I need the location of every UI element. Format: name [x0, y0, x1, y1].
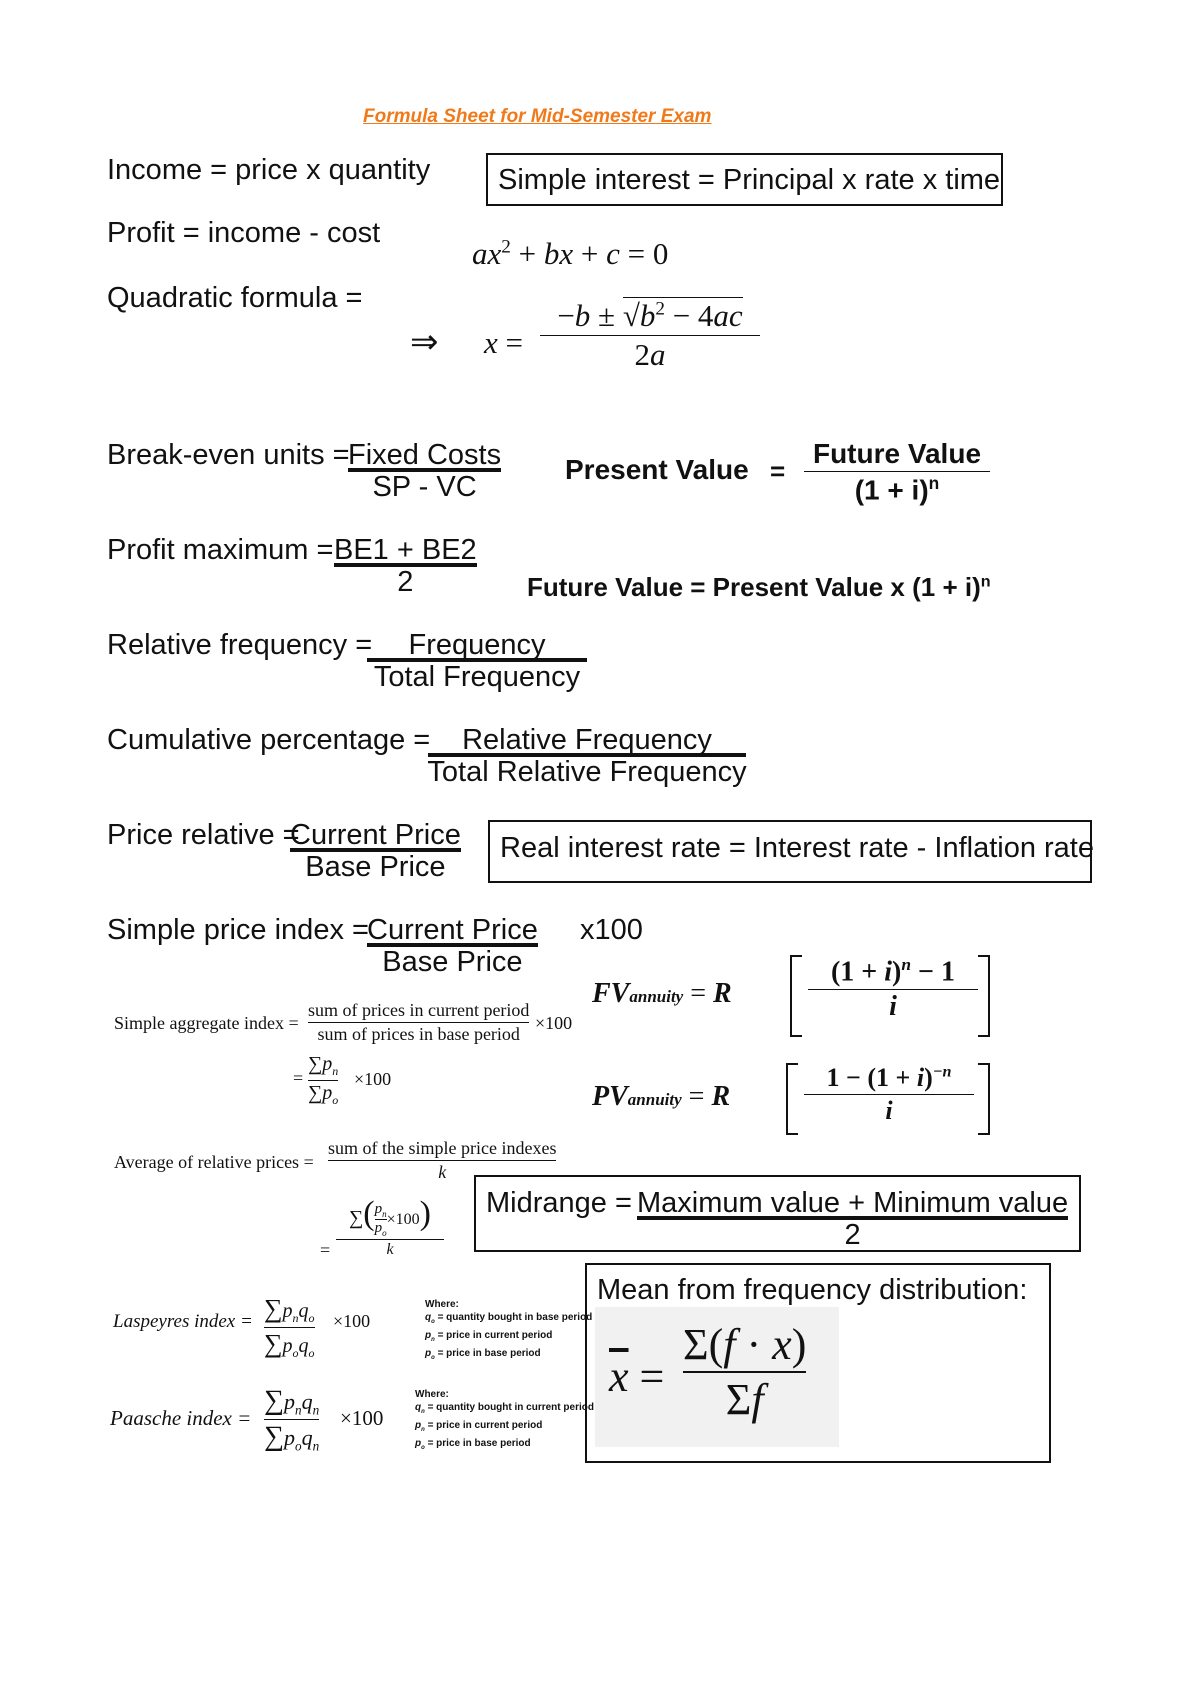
pv-annuity-label: PVannuity = R: [592, 1081, 731, 1112]
mean-label: Mean from frequency distribution:: [597, 1274, 1028, 1306]
quadratic-equation: $ax^2$ + bx + c = 0: [472, 236, 669, 271]
paasche-label: Paasche index =: [110, 1406, 252, 1430]
present-value-fraction: Future Value $(1 + i)^n$: [804, 438, 990, 506]
break-even-fraction: [348, 438, 501, 504]
laspeyres-fraction: $\sum p_nq_o$ $\sum p_oq_o$: [264, 1294, 315, 1360]
simple-interest-formula: Simple interest = Principal x rate x time: [498, 164, 1001, 196]
paasche-times: ×100: [340, 1406, 384, 1430]
future-value-formula: Future Value = Present Value x $(1 + i)^n$: [527, 572, 991, 602]
present-value-numerator: Future Value: [812, 438, 982, 469]
midrange-box: [474, 1175, 1081, 1252]
fv-annuity-label: FVannuity = R: [592, 978, 732, 1009]
profit-formula: Profit = income - cost: [107, 217, 381, 249]
midrange-label: Midrange =: [486, 1187, 632, 1219]
mean-formula-image: [595, 1307, 839, 1447]
simple-aggregate-numerator: sum of prices in current period: [308, 1000, 530, 1020]
present-value-label: Present Value: [565, 454, 749, 485]
pv-left-bracket: [786, 1063, 798, 1135]
break-even-label: Break-even units =: [107, 439, 350, 471]
quadratic-x-label: x =: [484, 325, 523, 360]
break-even-numerator: Fixed Costs: [348, 439, 502, 471]
average-sum-equals: =: [320, 1240, 331, 1260]
pv-annuity-fraction: $1 - (1 + i)^{-n}$ i: [804, 1063, 974, 1126]
simple-aggregate-fraction: [308, 1000, 529, 1045]
present-value-denominator: (1 + i): [854, 474, 929, 506]
present-value-equals: =: [770, 456, 786, 486]
fv-right-bracket: [978, 955, 990, 1037]
simple-price-index-label: Simple price index =: [107, 914, 369, 946]
income-formula: Income = price x quantity: [107, 154, 431, 186]
laspeyres-times: ×100: [333, 1311, 371, 1331]
relative-frequency-numerator: Frequency: [408, 629, 546, 661]
cumulative-percentage-fraction: [428, 723, 746, 789]
midrange-denominator: 2: [844, 1219, 861, 1251]
fv-left-bracket: [790, 955, 802, 1037]
paasche-fraction: $\sum p_nq_n$ $\sum p_oq_n$: [264, 1385, 320, 1454]
implies-arrow-icon: ⇒: [410, 323, 439, 361]
midrange-fraction: [637, 1186, 1068, 1252]
relative-frequency-label: Relative frequency =: [107, 629, 373, 661]
profit-max-numerator: BE1 + BE2: [334, 534, 477, 566]
sum-ratio-equals: =: [293, 1068, 304, 1088]
relative-frequency-denominator: Total Frequency: [373, 661, 581, 693]
real-interest-formula: Real interest rate = Interest rate - Inflation rate: [500, 832, 1094, 864]
profit-max-denominator: 2: [397, 566, 414, 598]
simple-interest-box: [486, 153, 1003, 206]
simple-price-index-fraction: [367, 913, 538, 979]
pv-right-bracket: [978, 1063, 990, 1135]
quadratic-label: Quadratic formula =: [107, 282, 363, 314]
fv-annuity-fraction: $(1 + i)^n - 1$ i: [808, 955, 978, 1023]
laspeyres-where: Where: $q_o$ = quantity bought in base period $p_n$ = price in current period $p_o$ = price in base period: [425, 1299, 593, 1361]
average-relative-denominator: k: [438, 1162, 447, 1182]
mean-fraction: Σ(f · x) Σf: [683, 1320, 807, 1424]
simple-aggregate-denominator: sum of prices in base period: [317, 1024, 520, 1044]
break-even-denominator: SP - VC: [372, 471, 477, 503]
relative-frequency-fraction: [367, 628, 587, 694]
simple-aggregate-label: Simple aggregate index =: [114, 1013, 299, 1033]
simple-price-index-times: x100: [580, 914, 643, 946]
average-sum-fraction: ∑( $\frac{p_n}{p_o}$ ×100) k: [336, 1195, 444, 1259]
midrange-numerator: Maximum value + Minimum value: [637, 1187, 1069, 1219]
simple-price-index-denominator: Base Price: [382, 946, 523, 978]
average-relative-numerator: sum of the simple price indexes: [328, 1138, 557, 1158]
real-interest-box: [488, 820, 1092, 883]
average-relative-label: Average of relative prices =: [114, 1152, 314, 1172]
profit-max-fraction: [334, 533, 477, 599]
quadratic-solution: $-b \pm √b^2 - 4ac$ 2a: [540, 298, 760, 373]
mean-box: [585, 1263, 1051, 1463]
sum-ratio-times: ×100: [354, 1069, 392, 1089]
price-relative-numerator: Current Price: [290, 819, 461, 851]
page-title: Formula Sheet for Mid-Semester Exam: [363, 106, 712, 127]
sum-ratio-fraction: $\sum p_n$ $\sum p_o$: [308, 1053, 339, 1107]
paasche-where: Where: $q_n$ = quantity bought in current period $p_n$ = price in current period $p_o$ = price in base period: [415, 1389, 594, 1451]
price-relative-denominator: Base Price: [305, 851, 446, 883]
profit-max-label: Profit maximum =: [107, 534, 334, 566]
price-relative-fraction: [290, 818, 461, 884]
simple-price-index-numerator: Current Price: [367, 914, 538, 946]
simple-aggregate-times: ×100: [535, 1013, 573, 1033]
laspeyres-label: Laspeyres index =: [113, 1311, 253, 1332]
cumulative-percentage-label: Cumulative percentage =: [107, 724, 431, 756]
mean-xbar: $\overline{x}$ =: [609, 1352, 665, 1401]
cumulative-percentage-numerator: Relative Frequency: [462, 724, 712, 756]
price-relative-label: Price relative =: [107, 819, 300, 851]
cumulative-percentage-denominator: Total Relative Frequency: [427, 756, 747, 788]
